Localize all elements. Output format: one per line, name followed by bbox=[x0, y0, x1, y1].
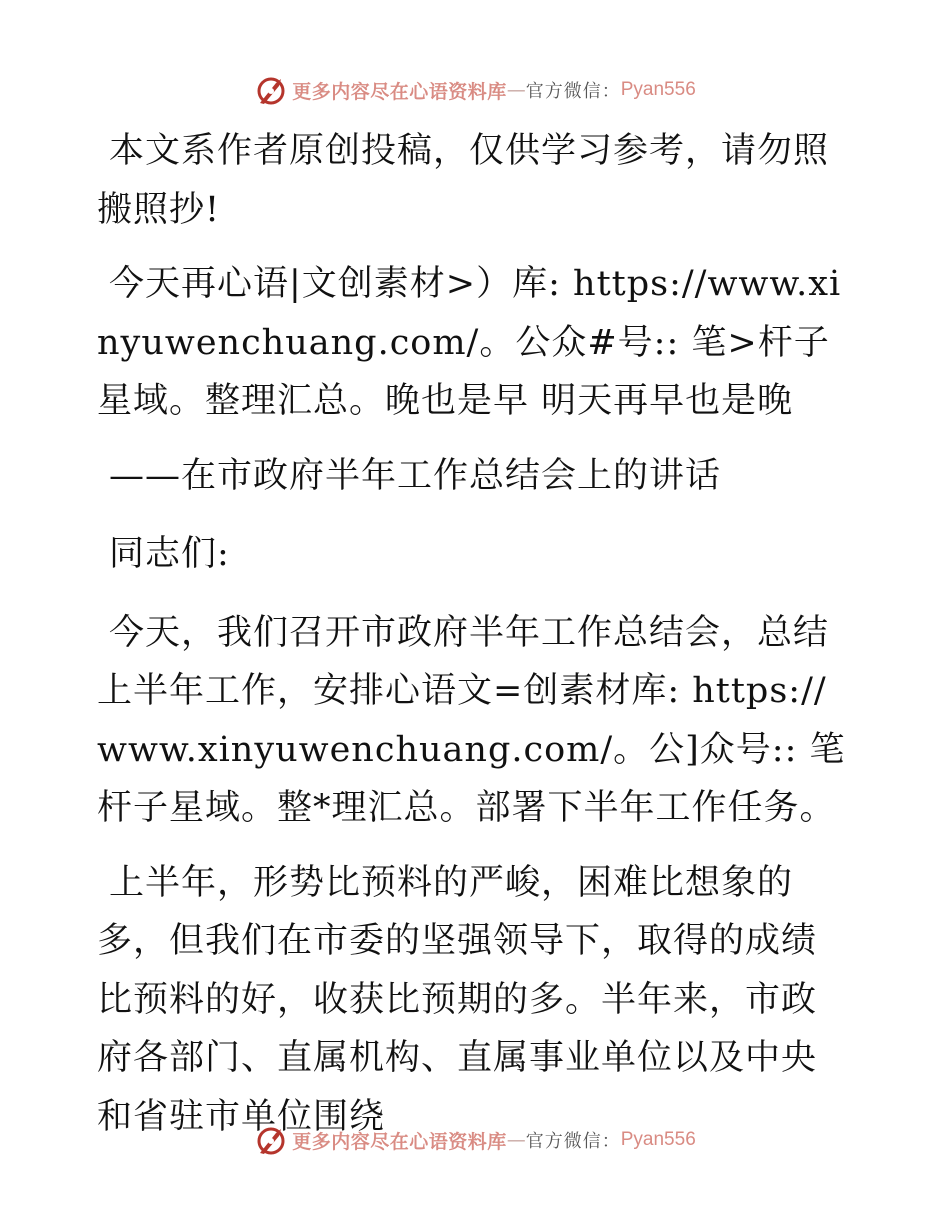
header-banner bbox=[0, 70, 950, 110]
wechat-label: 官方微信： bbox=[525, 1131, 621, 1152]
body-paragraph-2: 上半年，形势比预料的严峻，困难比想象的多，但我们在市委的坚强领导下，取得的成绩比预料的好，收获比预期的多。半年来，市政府各部门、直属机构、直属事业单位以及中央和省驻市单位围绕 bbox=[97, 862, 818, 1137]
wechat-label: 官方微信： bbox=[525, 81, 621, 102]
banner-text: 更多内容尽在心语资料库 bbox=[292, 80, 507, 103]
wechat-id: Pyan556 bbox=[620, 79, 696, 100]
banner-separator: — bbox=[506, 1129, 526, 1151]
notice-paragraph: 本文系作者原创投稿，仅供学习参考，请勿照搬照抄! bbox=[97, 131, 830, 230]
source-paragraph: 今天再心语|文创素材>）库: https://www.xinyuwenchuang.com/。公众#号:: 笔>杆子星域。整理汇总。晚也是早 明天再早也是晚 bbox=[97, 264, 842, 421]
document-body bbox=[97, 122, 852, 1146]
salutation: 同志们: bbox=[109, 534, 230, 574]
wechat-id: Pyan556 bbox=[620, 1129, 696, 1150]
banner-separator: — bbox=[506, 79, 526, 101]
subtitle: ——在市政府半年工作总结会上的讲话 bbox=[109, 455, 722, 496]
footer-banner bbox=[0, 1120, 950, 1160]
pen-logo-icon bbox=[254, 1123, 288, 1157]
banner-text: 更多内容尽在心语资料库 bbox=[292, 1130, 507, 1153]
body-paragraph-1: 今天，我们召开市政府半年工作总结会，总结上半年工作，安排心语文=创素材库: https://www.xinyuwenchuang.com/。公]众号:: 笔杆子星域。整*理汇总。部署下半年工作任务。 bbox=[97, 612, 846, 828]
pen-logo-icon bbox=[254, 73, 288, 107]
